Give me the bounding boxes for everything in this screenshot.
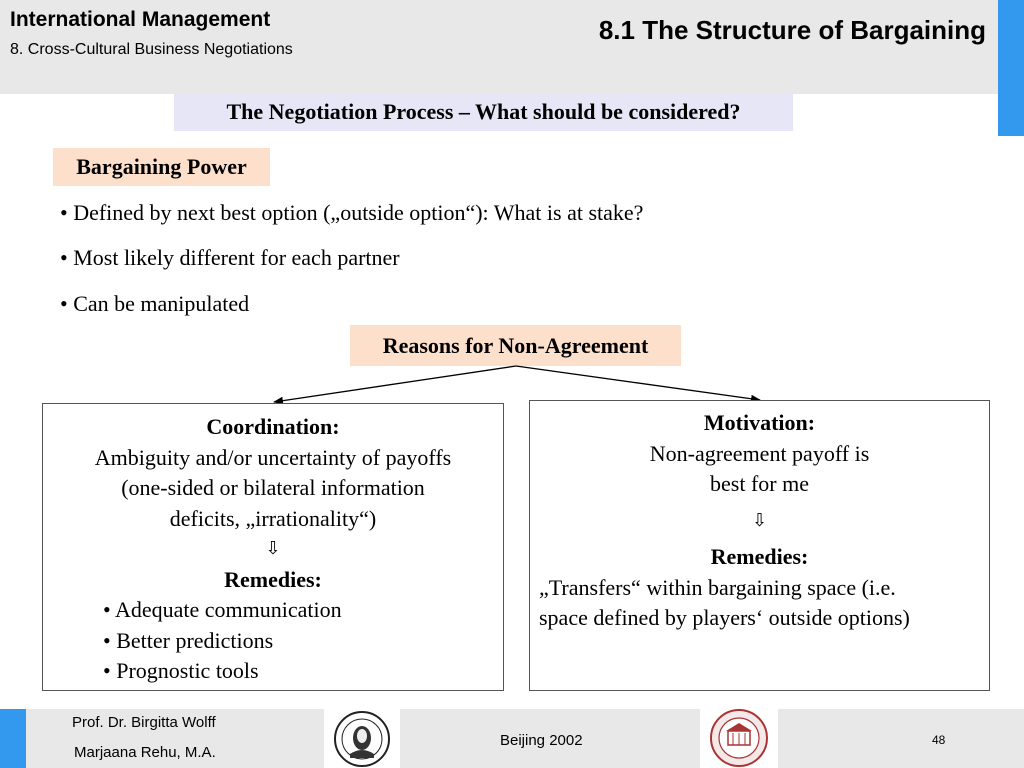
down-arrow-icon: ⇩ bbox=[265, 538, 281, 559]
page-number: 48 bbox=[932, 733, 946, 747]
accent-bar-left bbox=[0, 709, 26, 768]
coordination-line: Ambiguity and/or uncertainty of payoffs bbox=[94, 444, 452, 470]
bullet-item: • Most likely different for each partner bbox=[60, 245, 400, 270]
coordination-title: Coordination: bbox=[206, 414, 340, 439]
process-heading: The Negotiation Process – What should be considered? bbox=[174, 93, 793, 131]
bargaining-power-heading: Bargaining Power bbox=[53, 148, 270, 186]
bullet-item: • Defined by next best option („outside option“): What is at stake? bbox=[60, 200, 644, 225]
remedy-item: • Adequate communication bbox=[103, 597, 342, 622]
coordination-box bbox=[42, 403, 504, 691]
motivation-line: Non-agreement payoff is bbox=[649, 440, 870, 466]
footer-location: Beijing 2002 bbox=[500, 732, 583, 749]
coordination-line: (one-sided or bilateral information bbox=[121, 475, 425, 500]
arrow-to-motivation bbox=[516, 366, 760, 400]
remedy-item: • Prognostic tools bbox=[103, 658, 259, 683]
arrow-to-coordination bbox=[274, 366, 516, 402]
coordination-line: deficits, „irrationality“) bbox=[169, 505, 377, 531]
course-title: International Management bbox=[10, 8, 271, 31]
motivation-remedies-title: Remedies: bbox=[710, 544, 809, 569]
course-subtitle: 8. Cross-Cultural Business Negotiations bbox=[10, 41, 293, 58]
beijing-normal-university-seal-icon bbox=[702, 709, 776, 768]
motivation-box bbox=[529, 400, 990, 691]
remedy-item: • Better predictions bbox=[103, 627, 274, 653]
footer-author-2: Marjaana Rehu, M.A. bbox=[74, 744, 216, 761]
bullet-item: • Can be manipulated bbox=[60, 291, 250, 316]
motivation-remedy-line: space defined by players‘ outside options) bbox=[539, 605, 910, 630]
section-title: 8.1 The Structure of Bargaining bbox=[598, 15, 986, 45]
motivation-line: best for me bbox=[710, 471, 809, 496]
university-seal-icon bbox=[326, 710, 398, 768]
down-arrow-icon: ⇩ bbox=[751, 509, 768, 531]
coordination-remedies-title: Remedies: bbox=[224, 566, 322, 592]
reasons-heading: Reasons for Non-Agreement bbox=[350, 325, 681, 366]
motivation-title: Motivation: bbox=[703, 410, 816, 435]
motivation-remedy-line: „Transfers“ within bargaining space (i.e. bbox=[539, 574, 896, 600]
footer-author-1: Prof. Dr. Birgitta Wolff bbox=[72, 714, 216, 731]
